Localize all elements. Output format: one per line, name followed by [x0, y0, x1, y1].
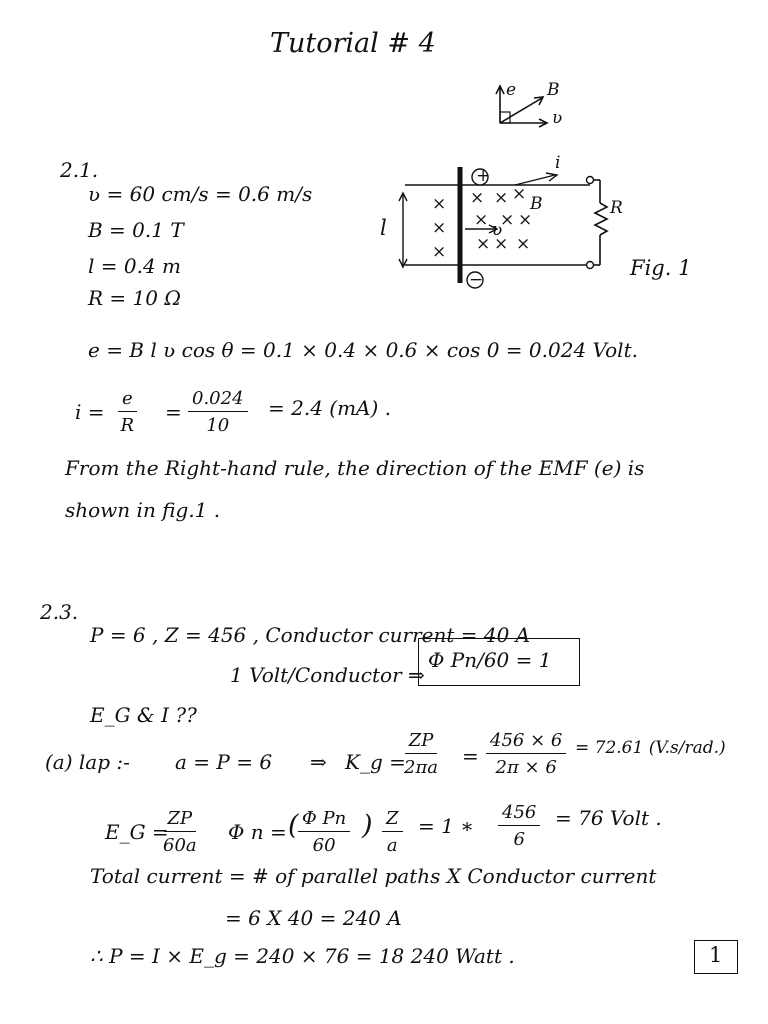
total-current-value: = 6 X 40 = 240 A: [225, 906, 402, 930]
given-flux-density: B = 0.1 T: [88, 218, 184, 242]
polarity-plus: +: [476, 166, 491, 186]
polarity-minus: −: [469, 270, 484, 290]
fraction-zp-over-2pia: [404, 730, 438, 778]
cross-1: ×: [432, 194, 447, 214]
emf-equation: e = B l ʋ cos θ = 0.1 × 0.4 × 0.6 × cos 0 = 0.024 Volt.: [88, 338, 638, 362]
direction-axes-sketch: [490, 78, 580, 128]
cross-6: ×: [512, 184, 527, 204]
fraction-kg-value: [486, 730, 566, 778]
fraction-numerator: ZP: [405, 730, 438, 754]
rule-text-line-2: shown in fig.1 .: [65, 498, 221, 522]
given-velocity: ʋ = 60 cm/s = 0.6 m/s: [88, 182, 313, 206]
current-label: i: [555, 153, 561, 173]
fraction-numerator: 0.024: [188, 388, 248, 412]
fraction-numerator: 456: [498, 802, 540, 826]
current-lhs: i =: [75, 400, 105, 424]
given-length: l = 0.4 m: [88, 254, 181, 278]
cross-4: ×: [470, 188, 485, 208]
fraction-z-over-a: [382, 808, 403, 856]
fraction-numerator: Φ Pn: [298, 808, 350, 832]
total-current-definition: Total current = # of parallel paths X Conductor current: [90, 864, 657, 888]
fraction-numerator: Z: [382, 808, 403, 832]
fraction-denominator: 6: [513, 829, 525, 850]
page-title: Tutorial # 4: [270, 28, 436, 59]
fraction-denominator: R: [120, 415, 135, 436]
volt-per-conductor: 1 Volt/Conductor ⇒: [230, 663, 425, 687]
field-label: B: [530, 194, 543, 214]
unknowns-line: E_G & I ??: [90, 703, 197, 727]
power-result: ∴ P = I × E_g = 240 × 76 = 18 240 Watt .: [90, 944, 515, 968]
figure-1-circuit: [395, 165, 635, 285]
axis-label-v: ʋ: [552, 108, 563, 128]
cross-3: ×: [432, 242, 447, 262]
eg-lhs: E_G =: [105, 820, 169, 844]
cross-2: ×: [432, 218, 447, 238]
given-resistance: R = 10 Ω: [88, 286, 181, 310]
cross-5: ×: [494, 188, 509, 208]
eg-equals-one: = 1 ∗: [418, 814, 474, 838]
part-a-label: (a) lap :-: [45, 750, 130, 774]
implies-arrow: ⇒: [310, 750, 327, 774]
fraction-denominator: a: [386, 835, 398, 856]
problem-2-3-number: 2.3.: [40, 600, 79, 624]
length-label: l: [380, 216, 387, 240]
paren-open: (: [288, 810, 299, 841]
current-result: = 2.4 (mA) .: [268, 396, 392, 420]
resistor-label: R: [610, 198, 623, 218]
eg-flux-speed: Φ n =: [228, 820, 287, 844]
fraction-value: [188, 388, 248, 436]
fraction-denominator: 60a: [163, 835, 197, 856]
paren-close: ): [362, 810, 373, 841]
fraction-numerator: 456 × 6: [486, 730, 566, 754]
fraction-phi-pn-over-60: [298, 808, 350, 856]
problem-2-3-givens: P = 6 , Z = 456 , Conductor current = 40 A: [90, 623, 531, 647]
axis-label-B: B: [547, 80, 560, 100]
fraction-456-over-6: [498, 802, 540, 850]
fraction-denominator: 10: [206, 415, 230, 436]
cross-12: ×: [516, 234, 531, 254]
kg-equals: =: [462, 744, 479, 768]
fraction-numerator: ZP: [164, 808, 197, 832]
axis-label-e: e: [506, 80, 517, 100]
fraction-denominator: 2πa: [404, 757, 439, 778]
cross-9: ×: [518, 210, 533, 230]
current-equals: =: [165, 400, 182, 424]
cross-11: ×: [494, 234, 509, 254]
fraction-zp-over-60a: [163, 808, 197, 856]
figure-1-label: Fig. 1: [630, 256, 692, 280]
cross-7: ×: [474, 210, 489, 230]
kg-result: = 72.61 (V.s/rad.): [575, 738, 726, 758]
boxed-condition-text: Φ Pn/60 = 1: [428, 648, 552, 672]
velocity-label: ʋ: [492, 220, 503, 240]
page-number: 1: [709, 943, 723, 967]
cross-8: ×: [500, 210, 515, 230]
fraction-e-over-R: [118, 388, 137, 436]
fraction-numerator: e: [118, 388, 137, 412]
fraction-denominator: 2π × 6: [495, 757, 557, 778]
part-a-parallel-paths: a = P = 6: [175, 750, 273, 774]
rule-text-line-1: From the Right-hand rule, the direction of the EMF (e) is: [65, 456, 645, 480]
kg-lhs: K_g =: [345, 750, 406, 774]
cross-10: ×: [476, 234, 491, 254]
problem-2-1-number: 2.1.: [60, 158, 99, 182]
fraction-denominator: 60: [312, 835, 336, 856]
eg-result: = 76 Volt .: [555, 806, 662, 830]
